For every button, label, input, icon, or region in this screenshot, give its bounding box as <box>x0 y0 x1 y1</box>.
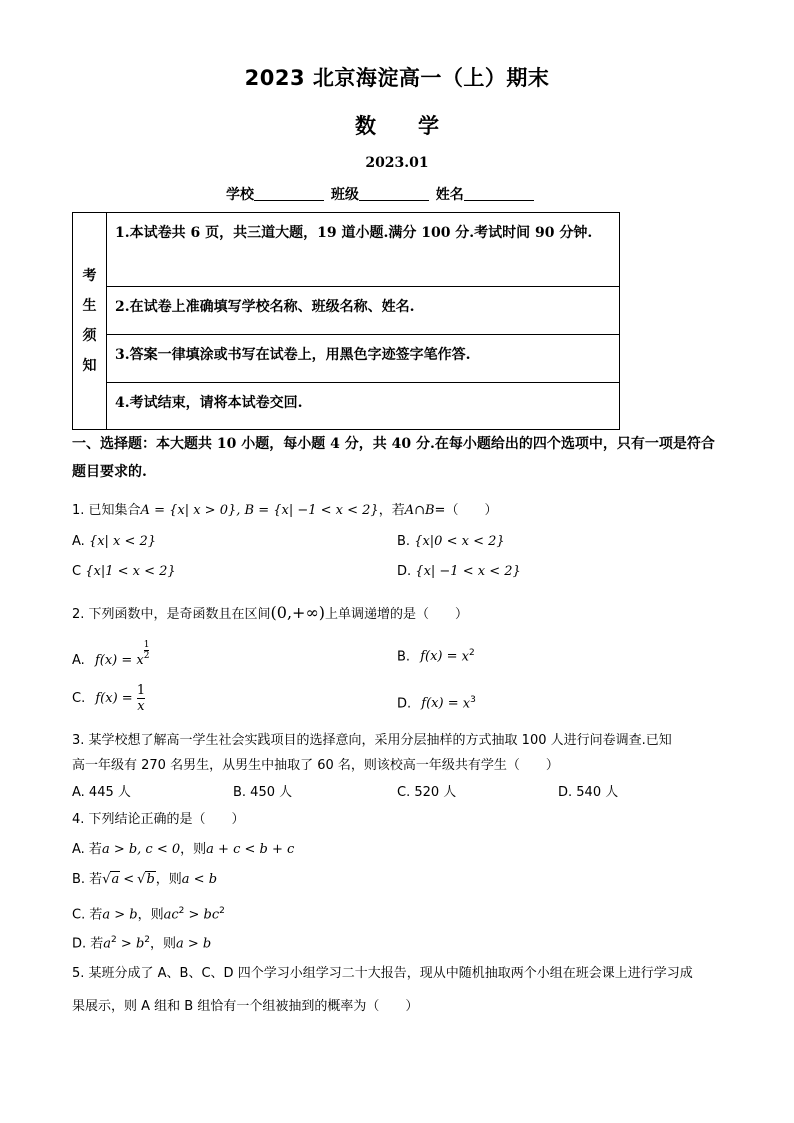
q4-option-a: A. 若a > b, c < 0，则a + c < b + c <box>72 842 295 857</box>
name-blank <box>464 186 534 201</box>
notice-side-char: 知 <box>82 358 97 374</box>
q1-option-c: C {x|1 < x < 2} <box>72 564 176 579</box>
name-label: 姓名 <box>435 187 464 203</box>
school-label: 学校 <box>226 187 254 203</box>
q2-interval-math: (0,+∞) <box>270 603 326 622</box>
q3-option-a: A. 445 人 <box>72 785 131 800</box>
class-label: 班级 <box>330 187 359 203</box>
notice-item-2: 2.在试卷上准确填写学校名称、班级名称、姓名. <box>107 287 619 335</box>
question-4-stem: 4. 下列结论正确的是（ ） <box>72 812 245 827</box>
student-info-line <box>226 184 536 204</box>
exam-date: 2023.01 <box>365 155 429 171</box>
q3-option-c: C. 520 人 <box>397 785 457 800</box>
question-2-stem: 2. 下列函数中，是奇函数且在区间(0,+∞)上单调递增的是（ ） <box>72 603 469 622</box>
class-blank <box>359 186 429 201</box>
question-5-line-2: 果展示，则 A 组和 B 组恰有一个组被抽到的概率为（ ） <box>72 999 419 1014</box>
question-5-line-1: 5. 某班分成了 A、B、C、D 四个学习小组学习二十大报告，现从中随机抽取两个小组在班会课上进行学习成 <box>72 966 693 981</box>
subject-char-1: 数 <box>355 114 376 138</box>
q2-option-a: A. f(x) = x $\frac{1}{2}$ <box>72 640 150 668</box>
q4-option-d: D. 若$a^2 > b^2$，则a > b <box>72 935 212 952</box>
subject-char-2: 学 <box>418 114 439 138</box>
q2-option-b: B. $f(x) = x^2$ <box>397 648 475 665</box>
notice-item-3: 3.答案一律填涂或书写在试卷上，用黑色字迹签字笔作答. <box>107 335 619 383</box>
notice-side-label <box>73 213 107 429</box>
q3-option-b: B. 450 人 <box>233 785 293 800</box>
notice-item-4: 4.考试结束，请将本试卷交回. <box>115 395 303 411</box>
q1-option-b: B. {x|0 < x < 2} <box>397 534 505 549</box>
exam-title: 2023 北京海淀高一（上）期末 <box>244 66 550 90</box>
q1-intersection-math: A∩B <box>404 503 435 518</box>
question-3-line-1: 3. 某学校想了解高一学生社会实践项目的选择意向，采用分层抽样的方式抽取 100 人进行问卷调查.已知 <box>72 733 672 748</box>
question-1-stem: 1. 已知集合A = {x| x > 0}, B = {x| −1 < x < 2}，若A∩B=（ ） <box>72 503 498 518</box>
q4-option-b: B. 若√a < √b，则a < b <box>72 872 218 887</box>
subject-title <box>0 110 794 140</box>
notice-side-char: 须 <box>82 328 97 344</box>
notice-item-1: 1.本试卷共 6 页，共三道大题，19 道小题.满分 100 分.考试时间 90 分钟. <box>107 213 619 287</box>
question-3-line-2: 高一年级有 270 名男生，从男生中抽取了 60 名，则该校高一年级共有学生（ ） <box>72 758 559 773</box>
q2-option-c: C. f(x) = $\frac{1}{x}$ <box>72 683 146 714</box>
q4-option-c: C. 若a > b，则$ac^2 > bc^2$ <box>72 906 225 923</box>
q3-option-d: D. 540 人 <box>558 785 619 800</box>
q2-option-d: D. $f(x) = x^3$ <box>397 695 476 712</box>
section-1-heading: 一、选择题：本大题共 10 小题，每小题 4 分，共 40 分.在每小题给出的四个选项中，只有一项是符合题目要求的. <box>72 436 715 480</box>
school-blank <box>254 186 324 201</box>
notice-side-char: 生 <box>82 298 97 314</box>
q1-option-a: A. {x| x < 2} <box>72 534 157 549</box>
exam-notice-table <box>72 212 620 430</box>
q1-sets-math: A = {x| x > 0}, B = {x| −1 < x < 2} <box>140 503 379 518</box>
notice-side-char: 考 <box>82 268 97 284</box>
q1-option-d: D. {x| −1 < x < 2} <box>397 564 521 579</box>
